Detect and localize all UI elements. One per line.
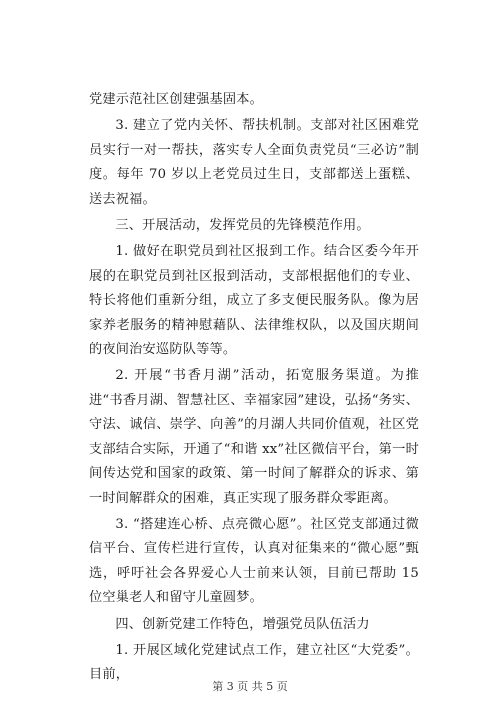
paragraph-book-activity: 2. 开展“书香月湖”活动，拓宽服务渠道。为推进“书香月湖、智慧社区、幸福家园”建设，弘扬“务实、守法、诚信、崇学、向善”的月湖人共同价值观，社区党支部结合实际，开通了“和谐 xx”社区微信平台，第一时间传达党和国家的政策、第一时间了解群众的诉求、第一时间解群众的困难，真正实现了服务群众零距离。 <box>89 368 419 506</box>
paragraph-micro-wish: 3. “搭建连心桥、点亮微心愿”。社区党支部通过微信平台、宣传栏进行宣传，认真对征集来的“微心愿”甄选，呼吁社会各界爱心人士前来认领，目前已帮助 15 位空巢老人和留守儿童圆梦。 <box>89 516 419 606</box>
section-heading-activities: 三、开展活动，发挥党员的先锋模范作用。 <box>115 218 370 234</box>
paragraph-regional-party: 1. 开展区域化党建试点工作，建立社区“大党委”。目前， <box>89 642 419 683</box>
paragraph-care-mechanism: 3. 建立了党内关怀、帮扶机制。支部对社区困难党员实行一对一帮扶，落实专人全面负责党员“三必访”制度。每年 70 岁以上老党员过生日，支部都送上蛋糕、送去祝福。 <box>89 118 419 207</box>
paragraph-member-registration: 1. 做好在职党员到社区报到工作。结合区委今年开展的在职党员到社区报到活动，支部根据他们的专业、特长将他们重新分组，成立了多支便民服务队。像为居家养老服务的精神慰藉队、法律维权队，以及国庆期间的夜间治安巡防队等等。 <box>89 244 419 358</box>
section-heading-innovation: 四、创新党建工作特色，增强党员队伍活力 <box>115 616 370 632</box>
document-body <box>89 88 419 690</box>
page-footer: 第 3 页 共 5 页 <box>212 680 288 693</box>
paragraph-continuation: 党建示范社区创建强基固本。 <box>89 92 264 107</box>
